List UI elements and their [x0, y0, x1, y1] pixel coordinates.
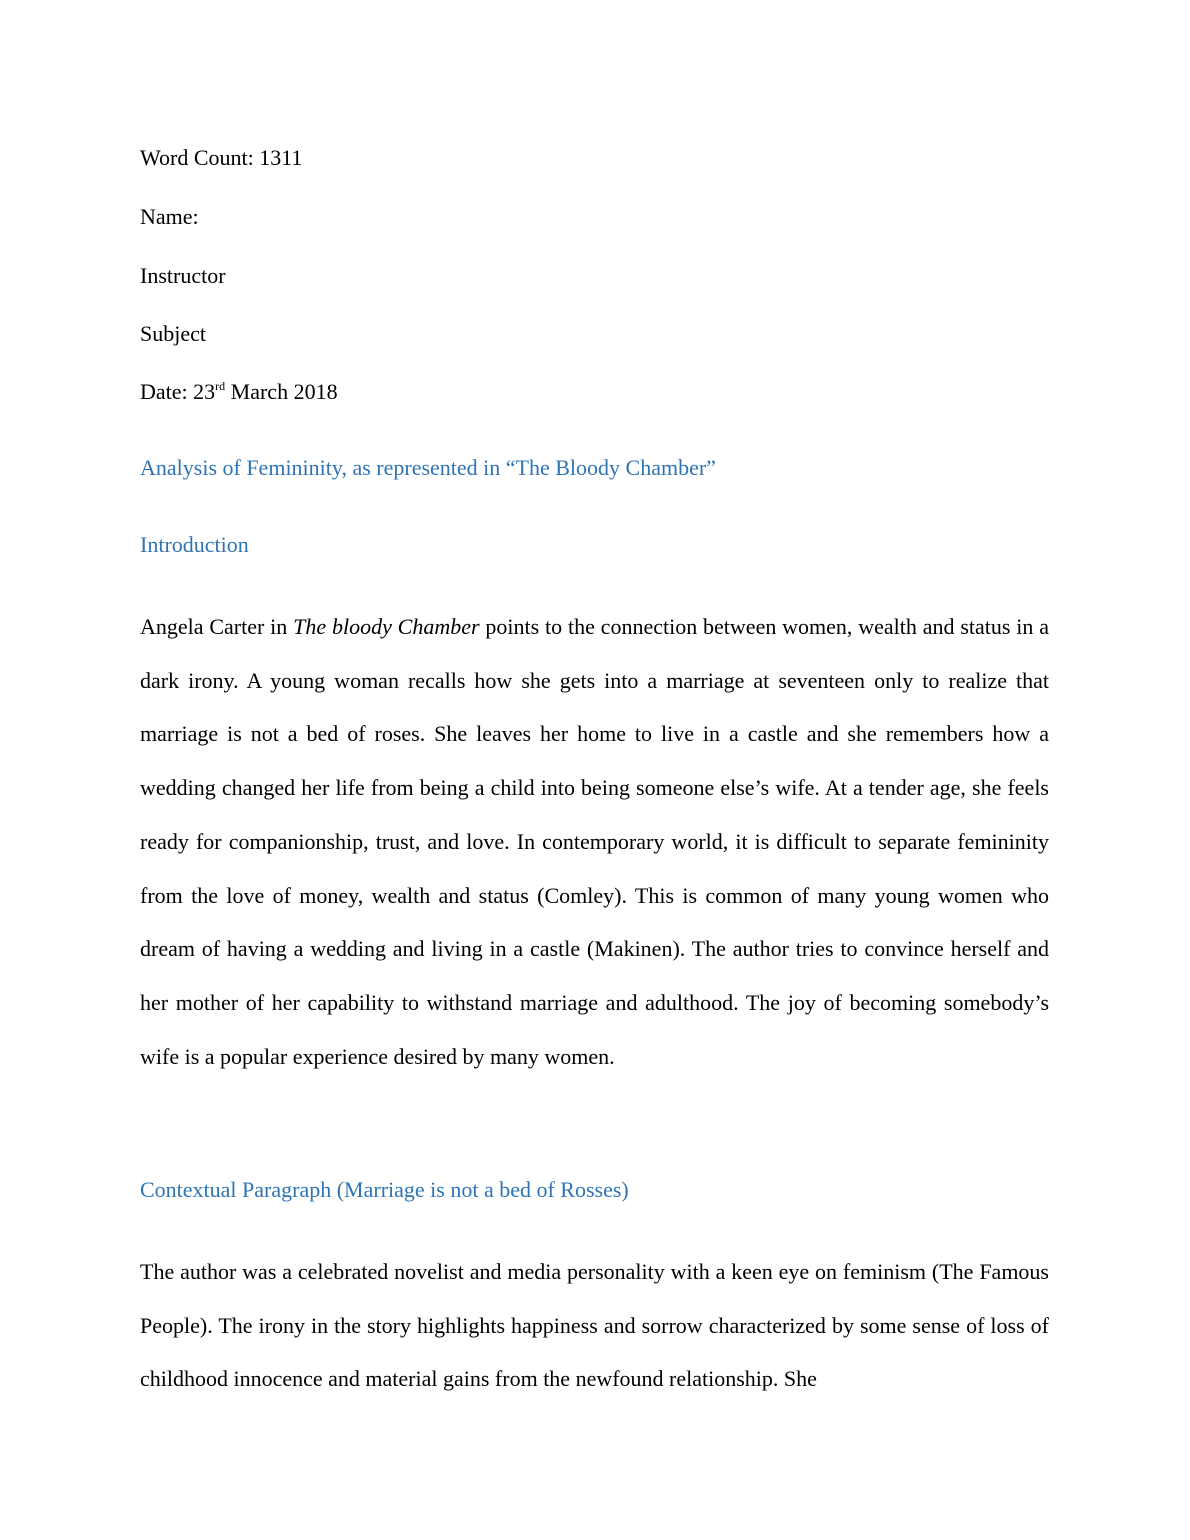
date-prefix: Date: 23: [140, 379, 216, 404]
introduction-paragraph: [140, 600, 1049, 1083]
date-rest: March 2018: [225, 379, 338, 404]
instructor-line: Instructor: [140, 263, 226, 288]
document-title: Analysis of Femininity, as represented in “The Bloody Chamber”: [140, 455, 716, 480]
intro-lead: Angela Carter in: [140, 614, 294, 639]
introduction-heading: Introduction: [140, 532, 249, 557]
date-line: [140, 379, 338, 405]
intro-book-title: The bloody Chamber: [293, 614, 480, 639]
word-count: Word Count: 1311: [140, 145, 303, 170]
contextual-heading: Contextual Paragraph (Marriage is not a bed of Rosses): [140, 1177, 629, 1202]
name-line: Name:: [140, 204, 199, 229]
date-suffix: rd: [215, 379, 226, 393]
subject-line: Subject: [140, 321, 206, 346]
contextual-paragraph: The author was a celebrated novelist and media personality with a keen eye on feminism (The Famous People). The irony in the story highlights happiness and sorrow characterized by some sense of loss of childhood innocence and material gains from the newfound relationship. She: [140, 1259, 1049, 1392]
intro-body: points to the connection between women, wealth and status in a dark irony. A young woman recalls how she gets into a marriage at seventeen only to realize that marriage is not a bed of roses. She leaves her home to live in a castle and she remembers how a wedding changed her life from being a child into being someone else’s wife. At a tender age, she feels ready for companionship, trust, and love. In contemporary world, it is difficult to separate femininity from the love of money, wealth and status (Comley). This is common of many young women who dream of having a wedding and living in a castle (Makinen). The author tries to convince herself and her mother of her capability to withstand marriage and adulthood. The joy of becoming somebody’s wife is a popular experience desired by many women.: [140, 614, 1050, 1069]
